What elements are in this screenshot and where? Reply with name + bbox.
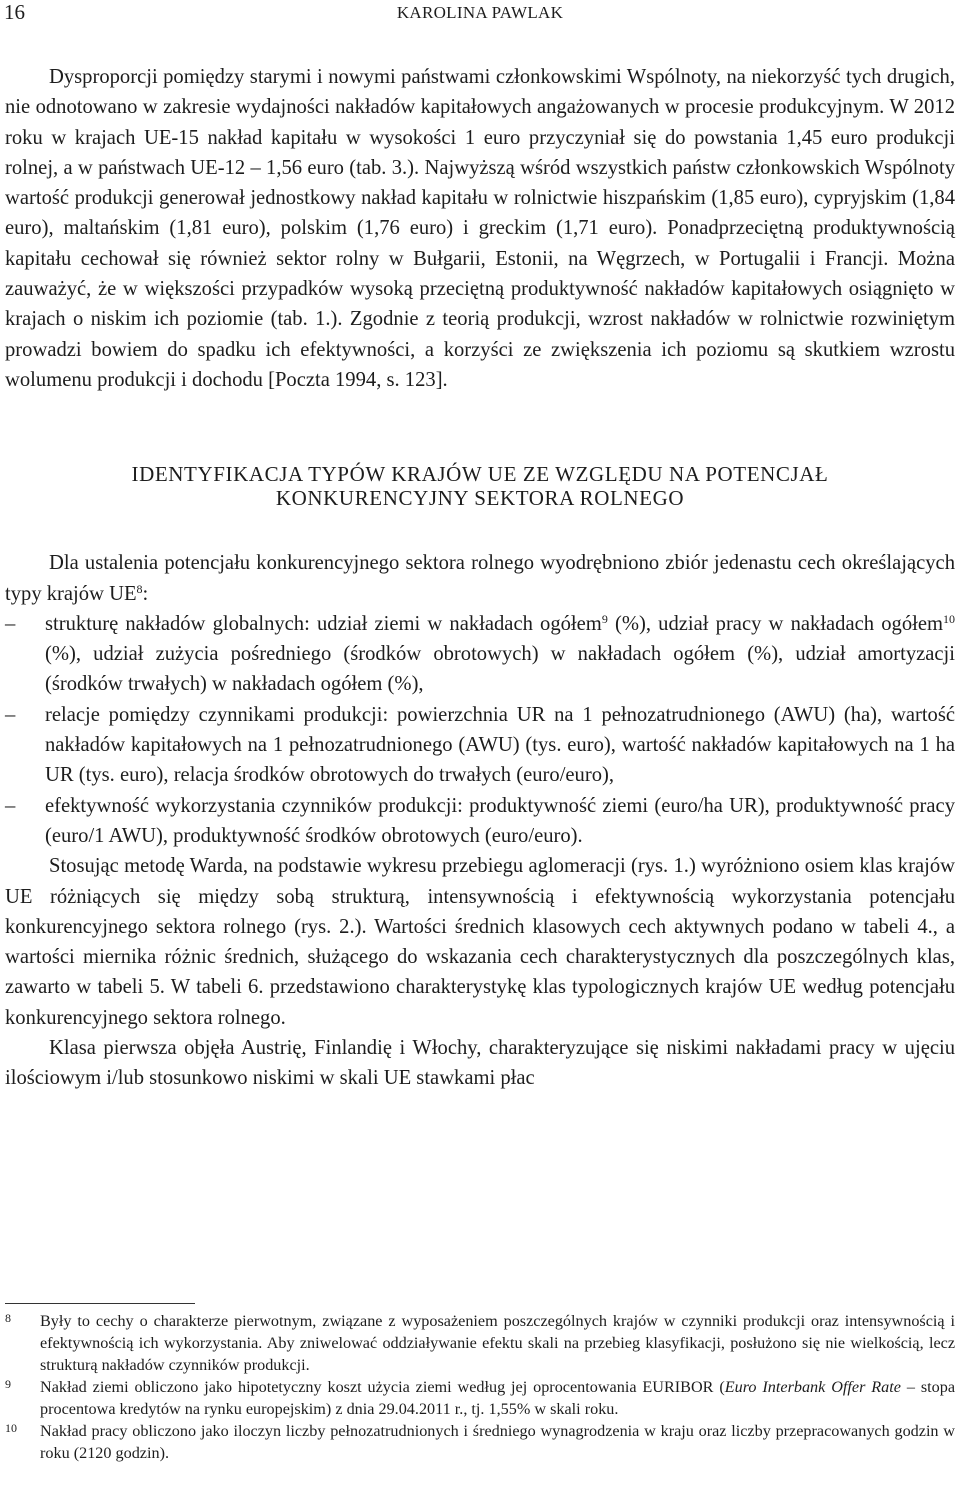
list-dash: – — [5, 612, 16, 635]
feature-list — [5, 609, 955, 851]
footnote-number: 8 — [5, 1311, 11, 1325]
list-item-3-text: efektywność wykorzystania czynników produkcji: produktywność ziemi (euro/ha UR), produktywność pracy (euro/1 AWU), produktywność środków obrotowych (euro/euro). — [45, 794, 955, 847]
footnote-ref-8[interactable]: 8 — [136, 581, 143, 596]
footnote-number: 9 — [5, 1377, 11, 1391]
footnote-text-b: – stopa procentowa kredytów na rynku europejskim) z dnia 29.04.2011 r., tj. 1,55% w skali roku. — [40, 1378, 955, 1418]
paragraph-3: Stosując metodę Warda, na podstawie wykresu przebiegu aglomeracji (rys. 1.) wyróżniono osiem klas krajów UE różniących się między sobą strukturą, intensywnością i efektywnością wykorzystania potencjału konkurencyjnego sektora rolnego (rys. 2.). Wartości średnich klasowych cech aktywnych podano w tabeli 4., a wartości miernika różnic średnich, służącego do wskazania cech charakterystycznych dla poszczególnych klas, zawarto w tabeli 5. W tabeli 6. przedstawiono charakterystykę klas typologicznych krajów UE według potencjału konkurencyjnego sektora rolnego. — [5, 855, 955, 1029]
section-heading — [5, 462, 955, 510]
footnote-text: Były to cechy o charakterze pierwotnym, związane z wyposażeniem poszczególnych krajów w czynniki produkcji oraz intensywnością i efektywnością ich wykorzystania. Aby zniwelować oddziaływanie efektu skali na przebieg klasyfikacji, posłużono się nie wielkością, lecz strukturą nakładów czynników produkcji. — [40, 1312, 955, 1374]
paragraph-2-end: : — [142, 582, 149, 605]
running-head: KAROLINA PAWLAK — [396, 3, 564, 22]
list-item — [5, 609, 955, 700]
list-item-2-text: relacje pomiędzy czynnikami produkcji: powierzchnia UR na 1 pełnozatrudnionego (AWU) (ha), wartość nakładów kapitałowych na 1 pełnozatrudnionego (AWU) (tys. euro), wartość nakładów kapitałowych na 1 ha UR (tys. euro), relacja środków obrotowych do trwałych (euro/euro), — [45, 703, 955, 787]
list-item — [5, 791, 955, 852]
list-dash: – — [5, 703, 16, 726]
main-text — [5, 62, 955, 1094]
section-heading-line-2: KONKURENCYJNY SEKTORA ROLNEGO — [275, 486, 685, 511]
page-number: 16 — [4, 0, 25, 24]
footnote-text-a: Nakład ziemi obliczono jako hipotetyczny koszt użycia ziemi według jej oprocentowania EURIBOR ( — [40, 1378, 725, 1396]
list-item-1-part-c: (%), udział zużycia pośredniego (środków obrotowych) w nakładach ogółem (%), udział amortyzacji (środków trwałych) w nakładach ogółem (%), — [45, 643, 955, 696]
paragraph-2 — [5, 548, 955, 609]
footnote-9 — [5, 1376, 955, 1420]
paragraph-1: Dysproporcji pomiędzy starymi i nowymi państwami członkowskimi Wspólnoty, na niekorzyść tych drugich, nie odnotowano w zakresie wydajności nakładów kapitałowych angażowanych w procesie produkcyjnym. W 2012 roku w krajach UE-15 nakład kapitału w wysokości 1 euro przyczyniał się do powstania 1,45 euro produkcji rolnej, a w państwach UE-12 – 1,56 euro (tab. 3.). Najwyższą wśród wszystkich państw członkowskich Wspólnoty wartość produkcji generował jednostkowy nakład kapitału w rolnictwie hiszpańskim (1,85 euro), cypryjskim (1,84 euro), maltańskim (1,81 euro), polskim (1,76 euro) i greckim (1,71 euro). Ponadprzeciętną produktywnością kapitału cechował się również sektor rolny w Bułgarii, Estonii, na Węgrzech, w Portugalii i Francji. Można zauważyć, że w większości przypadków wysoką przeciętną produktywność nakładów kapitałowych osiągnięto w krajach o niskim ich poziomie (tab. 1.). Zgodnie z teorią produkcji, wzrost nakładów w rolnictwie rozwiniętym prowadzi bowiem do spadku ich efektywności, a korzyści ze zwiększenia ich poziomu są skutkiem wzrostu wolumenu produkcji i dochodu [Poczta 1994, s. 123]. — [5, 66, 955, 391]
footnote-text: Nakład pracy obliczono jako iloczyn liczby pełnozatrudnionych i średniego wynagrodzenia w kraju oraz liczby przepracowanych godzin w roku (2120 godzin). — [40, 1422, 955, 1462]
section-heading-line-1: IDENTYFIKACJA TYPÓW KRAJÓW UE ZE WZGLĘDU NA POTENCJAŁ — [131, 462, 829, 487]
list-item — [5, 700, 955, 791]
footnote-ref-10[interactable]: 10 — [943, 611, 955, 626]
list-dash: – — [5, 794, 16, 817]
footnote-10 — [5, 1420, 955, 1464]
list-item-1-part-a: strukturę nakładów globalnych: udział ziemi w nakładach ogółem — [45, 612, 602, 635]
footnote-8 — [5, 1310, 955, 1376]
paragraph-2-text: Dla ustalenia potencjału konkurencyjnego sektora rolnego wyodrębniono zbiór jedenastu cech określających typy krajów UE — [5, 552, 955, 605]
footnote-ref-9[interactable]: 9 — [601, 611, 608, 626]
footnotes — [5, 1310, 955, 1464]
page-header — [4, 0, 956, 26]
list-item-1-part-b: (%), udział pracy w nakładach ogółem — [607, 612, 943, 635]
footnote-separator — [5, 1303, 195, 1304]
footnote-italic-term: Euro Interbank Offer Rate — [724, 1378, 901, 1396]
paragraph-4: Klasa pierwsza objęła Austrię, Finlandię i Włochy, charakteryzujące się niskimi nakładami pracy w ujęciu ilościowym i/lub stosunkowo niskimi w skali UE stawkami płac — [5, 1037, 955, 1090]
footnote-number: 10 — [5, 1421, 17, 1435]
